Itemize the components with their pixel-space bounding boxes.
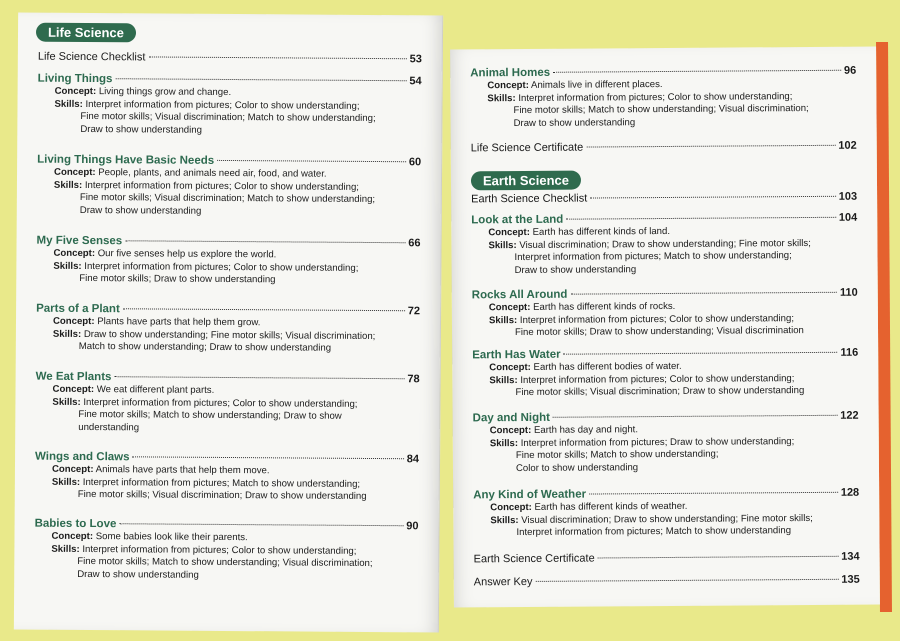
entry-concept: Concept: Earth has different kinds of land.: [488, 225, 671, 239]
entry-concept: Concept: Earth has different bodies of water.: [489, 360, 682, 374]
toc-entry-life-certificate: [471, 140, 857, 155]
entry-page: 128: [840, 486, 860, 499]
entry-skills: Skills: Visual discrimination; Draw to show understanding; Fine motor skills; Interpret information from pictures; Match to show understanding: [490, 512, 813, 539]
entry-title: Any Kind of Weather: [473, 488, 587, 502]
entry-title: Look at the Land: [471, 213, 564, 227]
entry-page: 104: [838, 211, 858, 224]
entry-title: Wings and Claws: [35, 450, 130, 464]
toc-entry-earth-checklist: [471, 191, 857, 206]
entry-concept: Concept: Living things grow and change.: [54, 85, 232, 99]
entry-skills: Skills: Interpret information from pictures; Match to show understanding; Fine motor skills; Visual discrimination; Draw to show understanding: [51, 476, 367, 502]
toc-entry-basic-needs: [37, 154, 421, 220]
entry-skills: Skills: Interpret information from pictures; Color to show understanding; Fine motor skills; Match to show understanding; Draw to show understanding: [52, 396, 358, 433]
entry-concept: Concept: Earth has different kinds of rocks.: [488, 300, 676, 314]
entry-page: 78: [407, 373, 420, 386]
toc-entry-five-senses: [36, 235, 420, 288]
entry-title: Earth Science Certificate: [473, 552, 595, 566]
toc-entry-look-at-land: [471, 212, 857, 278]
entry-page: 122: [840, 409, 859, 422]
section-header-earth-science: Earth Science: [471, 171, 581, 191]
entry-concept: Concept: Our five senses help us explore the world.: [53, 247, 277, 261]
entry-title: Life Science Checklist: [37, 50, 146, 64]
toc-entry-babies-to-love: [34, 518, 418, 584]
entry-title: Earth Has Water: [472, 348, 561, 362]
toc-entry-earth-has-water: [472, 347, 858, 400]
toc-entry-day-and-night: [473, 410, 859, 476]
entry-page: 103: [838, 190, 858, 203]
entry-skills: Skills: Interpret information from pictures; Color to show understanding; Fine motor skills; Match to show understanding; Visual discrimination; Draw to show understanding: [487, 90, 809, 129]
entry-page: 96: [843, 64, 857, 77]
entry-title: My Five Senses: [36, 234, 123, 248]
entry-page: 110: [839, 286, 858, 299]
toc-entry-rocks-all-around: [472, 287, 858, 340]
entry-skills: Skills: Interpret information from pictures; Draw to show understanding; Fine motor skills; Match to show understanding; Color to show understanding: [489, 435, 795, 474]
entry-page: 90: [406, 520, 419, 533]
entry-skills: Skills: Interpret information from pictures; Color to show understanding; Fine motor skills; Draw to show understanding: [53, 260, 359, 286]
entry-page: 66: [408, 237, 421, 250]
entry-skills: Skills: Interpret information from pictures; Color to show understanding; Fine motor skills; Match to show understanding; Visual discrimination; Draw to show understanding: [51, 543, 373, 581]
right-page: [450, 47, 880, 608]
entry-concept: Concept: Plants have parts that help them grow.: [52, 315, 261, 329]
entry-skills: Skills: Visual discrimination; Draw to show understanding; Fine motor skills; Interpret information from pictures; Match to show understanding; Draw to show understanding: [488, 237, 811, 276]
toc-entry-earth-certificate: [474, 551, 860, 566]
entry-title: Living Things Have Basic Needs: [37, 153, 215, 167]
entry-concept: Concept: People, plants, and animals need air, food, and water.: [54, 166, 327, 180]
toc-entry-life-checklist: [38, 51, 422, 66]
entry-title: Life Science Certificate: [470, 141, 584, 155]
entry-concept: Concept: Animals live in different places.: [487, 79, 663, 92]
entry-concept: Concept: Earth has different kinds of weather.: [490, 500, 688, 514]
toc-entry-any-kind-of-weather: [473, 487, 859, 540]
entry-title: Animal Homes: [470, 66, 551, 80]
entry-title: Parts of a Plant: [36, 302, 120, 316]
entry-page: 53: [409, 53, 422, 66]
entry-page: 54: [409, 75, 422, 88]
entry-skills: Skills: Interpret information from pictures; Color to show understanding; Fine motor skills; Visual discrimination; Match to show understanding; Draw to show understanding: [53, 179, 376, 217]
entry-title: We Eat Plants: [35, 370, 112, 384]
entry-title: Rocks All Around: [471, 288, 568, 302]
toc-entry-living-things: [37, 73, 421, 139]
toc-entry-wings-and-claws: [35, 451, 419, 504]
entry-concept: Concept: We eat different plant parts.: [52, 383, 215, 396]
entry-title: Answer Key: [473, 575, 533, 589]
section-header-life-science: Life Science: [36, 23, 136, 43]
entry-page: 134: [841, 550, 860, 563]
entry-title: Babies to Love: [34, 517, 117, 531]
entry-page: 102: [838, 139, 857, 152]
entry-skills: Skills: Draw to show understanding; Fine motor skills; Visual discrimination; Match to show understanding; Draw to show understanding: [52, 328, 376, 354]
entry-skills: Skills: Interpret information from pictures; Color to show understanding; Fine motor skills; Draw to show understanding; Visual discrimination: [488, 312, 804, 339]
toc-entry-we-eat-plants: [35, 371, 419, 437]
left-page: [14, 13, 443, 633]
toc-entry-answer-key: [474, 574, 860, 589]
entry-page: 135: [841, 573, 860, 586]
entry-concept: Concept: Earth has day and night.: [489, 424, 639, 437]
entry-title: Earth Science Checklist: [471, 192, 588, 206]
toc-entry-animal-homes: [470, 65, 856, 131]
entry-concept: Concept: Animals have parts that help them move.: [51, 463, 270, 477]
entry-title: Living Things: [37, 72, 113, 86]
entry-skills: Skills: Interpret information from pictures; Color to show understanding; Fine motor skills; Visual discrimination; Draw to show understanding: [489, 372, 805, 399]
entry-page: 60: [408, 156, 422, 169]
entry-page: 116: [840, 346, 859, 359]
entry-concept: Concept: Some babies look like their parents.: [51, 530, 248, 544]
entry-skills: Skills: Interpret information from pictures; Color to show understanding; Fine motor skills; Visual discrimination; Match to show understanding; Draw to show understanding: [54, 98, 376, 136]
toc-entry-parts-of-plant: [36, 303, 420, 356]
entry-page: 72: [407, 305, 421, 318]
entry-title: Day and Night: [472, 411, 550, 425]
entry-page: 84: [406, 453, 420, 466]
